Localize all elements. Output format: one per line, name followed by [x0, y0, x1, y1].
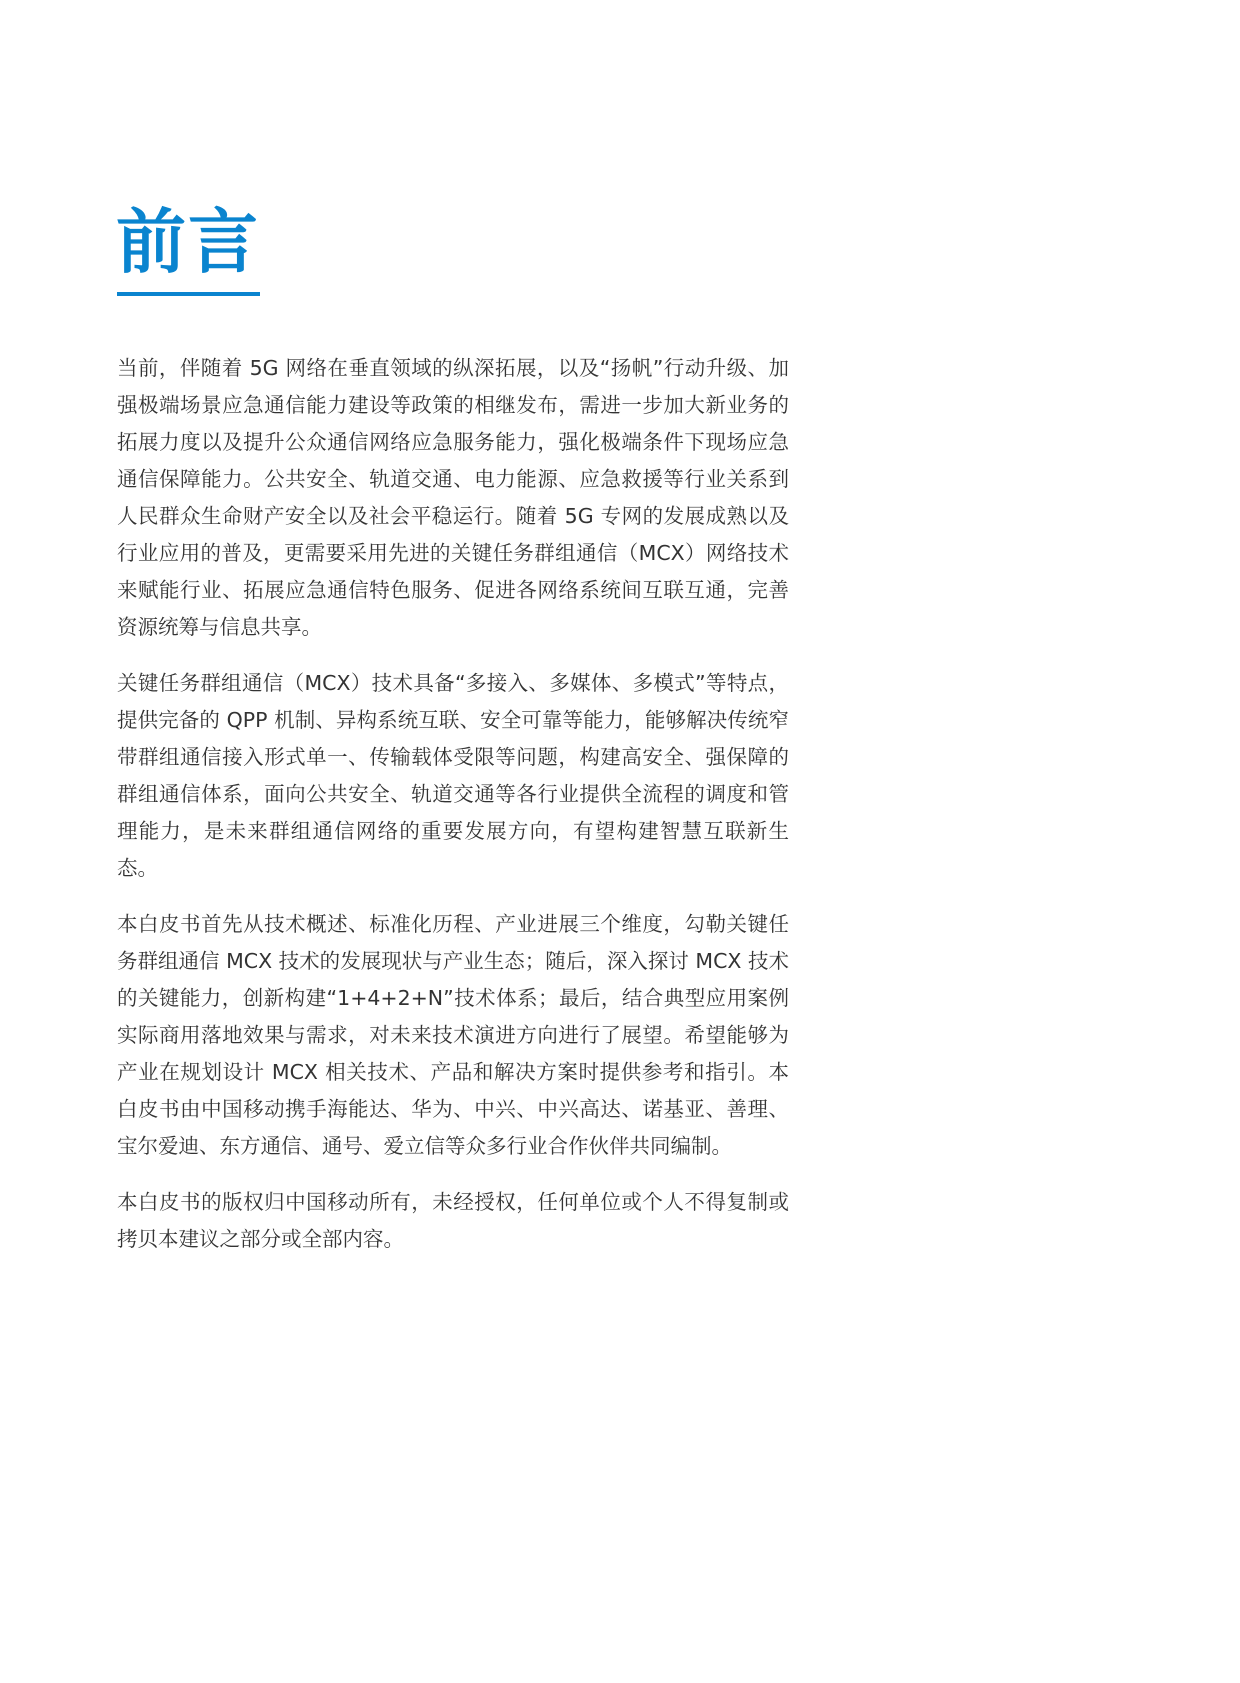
paragraph-1: 当前，伴随着 5G 网络在垂直领域的纵深拓展，以及“扬帆”行动升级、加强极端场景应急通信能力建设等政策的相继发布，需进一步加大新业务的拓展力度以及提升公众通信网络应急服务能力，强化极端条件下现场应急通信保障能力。公共安全、轨道交通、电力能源、应急救援等行业关系到人民群众生命财产安全以及社会平稳运行。随着 5G 专网的发展成熟以及行业应用的普及，更需要采用先进的关键任务群组通信（MCX）网络技术来赋能行业、拓展应急通信特色服务、促进各网络系统间互联互通，完善资源统筹与信息共享。	[117, 356, 789, 639]
page-title: 前言	[116, 201, 260, 283]
paragraph-2: 关键任务群组通信（MCX）技术具备“多接入、多媒体、多模式”等特点，提供完备的 QPP 机制、异构系统互联、安全可靠等能力，能够解决传统窄带群组通信接入形式单一、传输载体受限等问题，构建高安全、强保障的群组通信体系，面向公共安全、轨道交通等各行业提供全流程的调度和管理能力，是未来群组通信网络的重要发展方向，有望构建智慧互联新生态。	[117, 671, 789, 880]
preface-body	[117, 350, 789, 1277]
paragraph-4: 本白皮书的版权归中国移动所有，未经授权，任何单位或个人不得复制或拷贝本建议之部分或全部内容。	[117, 1190, 789, 1251]
title-underline	[117, 292, 260, 296]
paragraph-3: 本白皮书首先从技术概述、标准化历程、产业进展三个维度，勾勒关键任务群组通信 MCX 技术的发展现状与产业生态；随后，深入探讨 MCX 技术的关键能力，创新构建“1+4+2+N”技术体系；最后，结合典型应用案例实际商用落地效果与需求，对未来技术演进方向进行了展望。希望能够为产业在规划设计 MCX 相关技术、产品和解决方案时提供参考和指引。本白皮书由中国移动携手海能达、华为、中兴、中兴高达、诺基亚、善理、宝尔爱迪、东方通信、通号、爱立信等众多行业合作伙伴共同编制。	[117, 912, 789, 1158]
